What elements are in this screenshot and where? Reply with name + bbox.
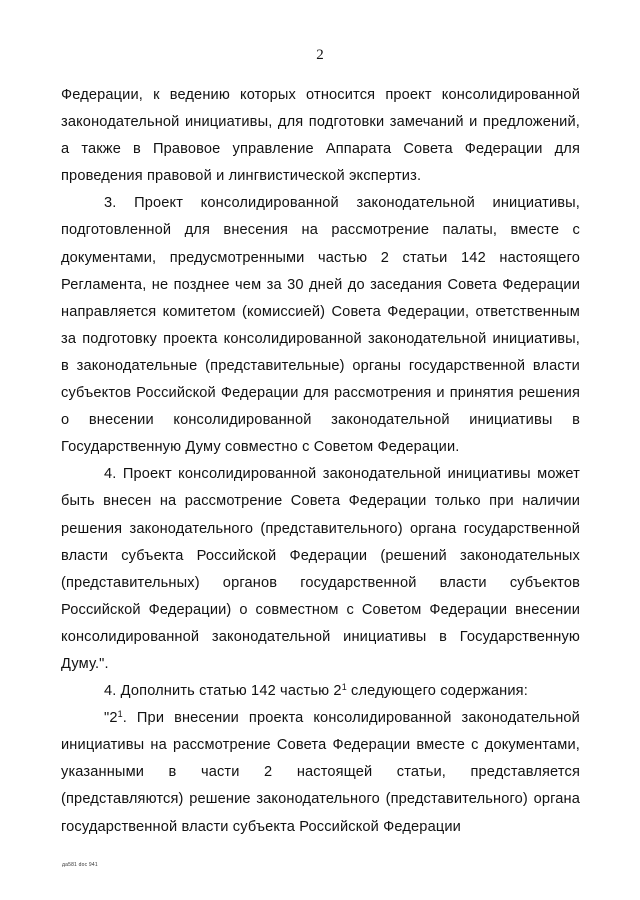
amendment-text: 4. Дополнить статью 142 частью 2 bbox=[104, 683, 342, 700]
amendment-text-end: следующего содержания: bbox=[346, 683, 528, 700]
page-number: 2 bbox=[316, 47, 324, 63]
footer-code: да581 doc 941 bbox=[62, 862, 98, 868]
superscript: 1 bbox=[117, 709, 123, 720]
document-body bbox=[61, 82, 580, 841]
paragraph-part-2-1 bbox=[61, 705, 580, 840]
part-text: . При внесении проекта консолидированной законодательной инициативы на рассмотрение Совета Федерации вместе с документами, указанными в части 2 настоящей статьи, представляется (представляются) решение законодательного (представительного) органа государственной власти субъекта Российской Федерации bbox=[61, 710, 580, 835]
paragraph-item-3: 3. Проект консолидированной законодательной инициативы, подготовленной для внесения на рассмотрение палаты, вместе с документами, предусмотренными частью 2 статьи 142 настоящего Регламента, не позднее чем за 30 дней до заседания Совета Федерации направляется комитетом (комиссией) Совета Федерации, ответственным за подготовку проекта консолидированной законодательной инициативы, в законодательные (представительные) органы государственной власти субъектов Российской Федерации для рассмотрения и принятия решения о внесении консолидированной законодательной инициативы в Государственную Думу совместно с Советом Федерации. bbox=[61, 195, 580, 456]
part-number: "2 bbox=[104, 710, 118, 727]
paragraph-amendment-4 bbox=[61, 678, 580, 705]
superscript: 1 bbox=[341, 682, 347, 693]
paragraph-item-4: 4. Проект консолидированной законодательной инициативы может быть внесен на рассмотрение Совета Федерации только при наличии решения законодательного (представительного) органа государственной власти субъекта Российской Федерации (решений законодательных (представительных) органов государственной власти субъектов Российской Федерации) о совместном с Советом Федерации внесении консолидированной законодательной инициативы в Государственную Думу.". bbox=[61, 466, 580, 672]
paragraph-continuation: Федерации, к ведению которых относится проект консолидированной законодательной инициативы, для подготовки замечаний и предложений, а также в Правовое управление Аппарата Совета Федерации для проведения правовой и лингвистической экспертиз. bbox=[61, 87, 580, 185]
